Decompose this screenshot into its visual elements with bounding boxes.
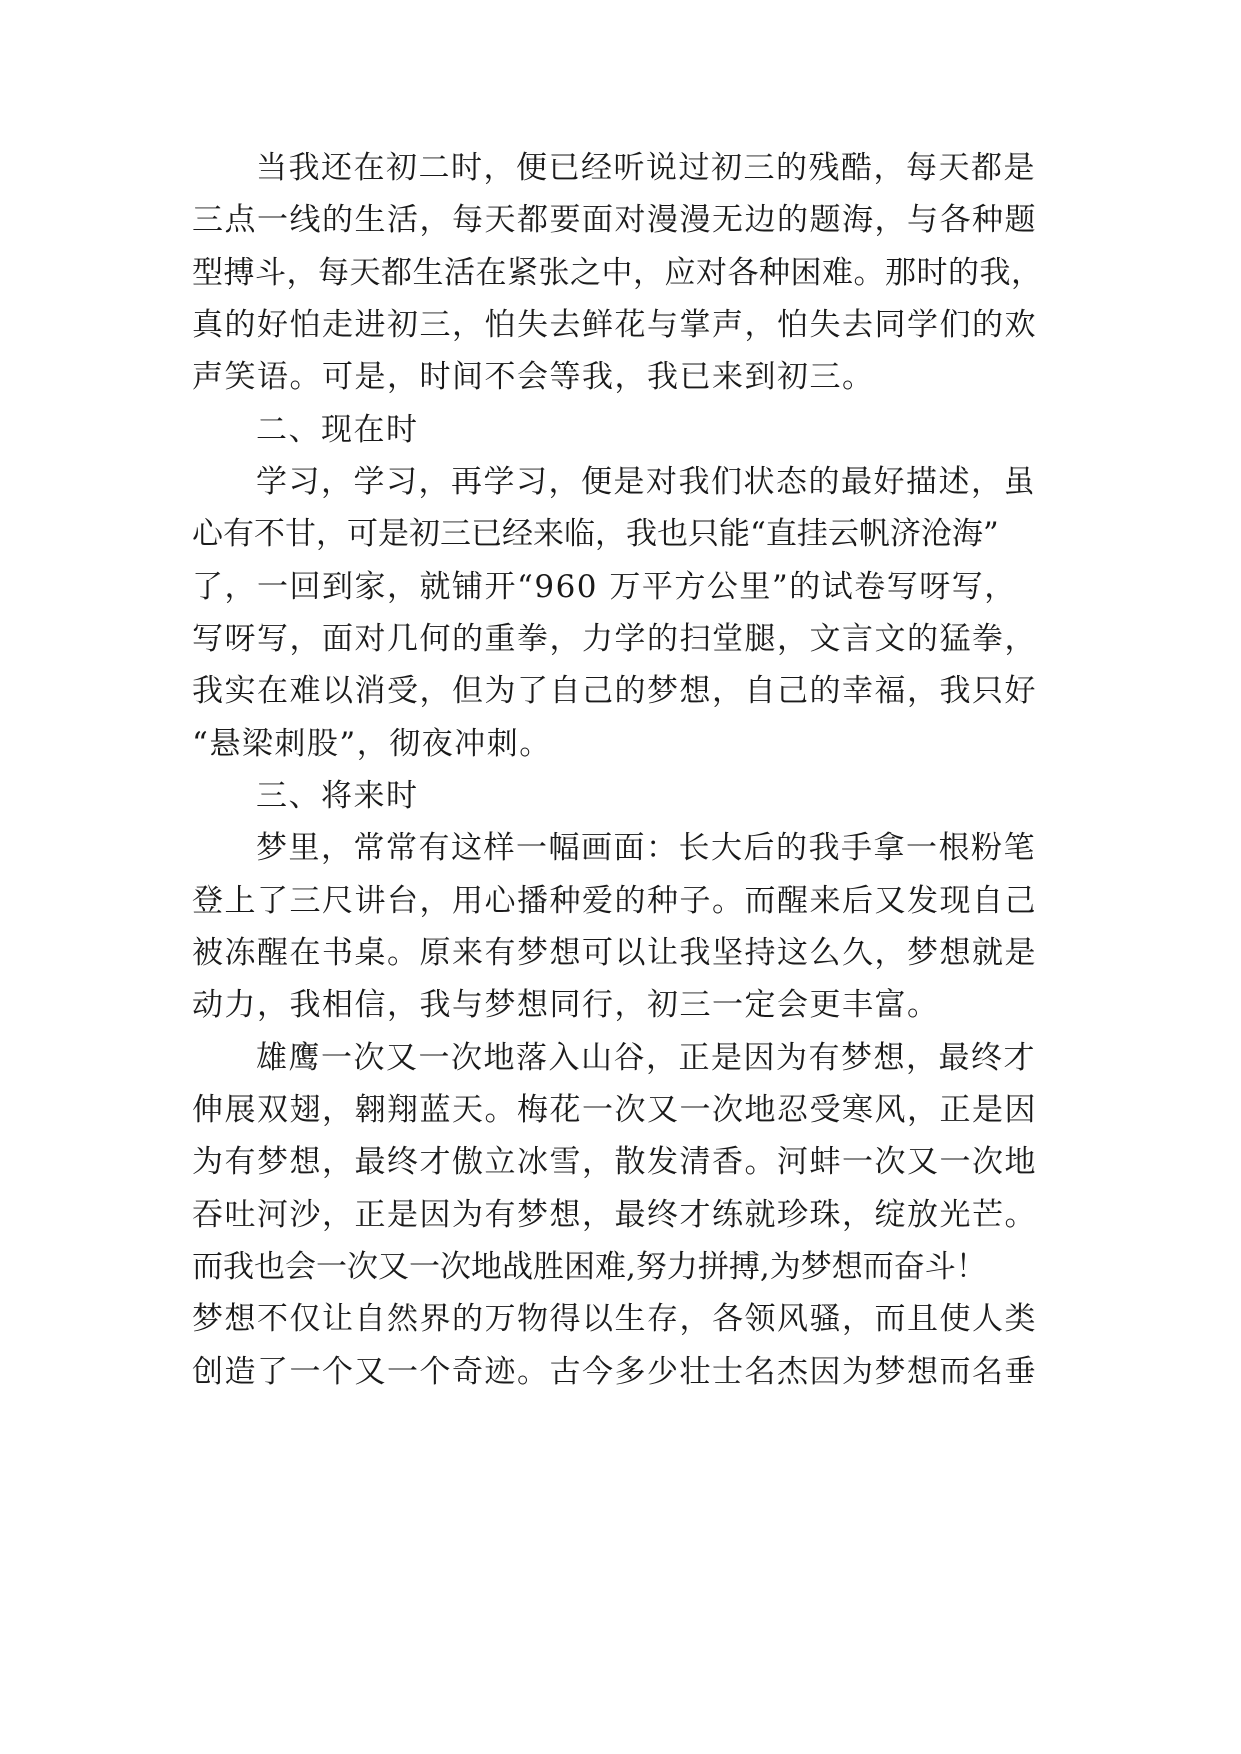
- text-line: 创造了一个又一个奇迹。古今多少壮士名杰因为梦想而名垂: [192, 1354, 1037, 1390]
- text-line: 三点一线的生活，每天都要面对漫漫无边的题海，与各种题: [192, 202, 1037, 238]
- text-line: 写呀写，面对几何的重拳，力学的扫堂腿，文言文的猛拳，: [192, 621, 1037, 657]
- text-line: 真的好怕走进初三，怕失去鲜花与掌声，怕失去同学们的欢: [192, 307, 1037, 343]
- text-line: 声笑语。可是，时间不会等我，我已来到初三。: [192, 359, 875, 395]
- text-line: 梦里，常常有这样一幅画面：长大后的我手拿一根粉笔: [256, 830, 1036, 866]
- text-line: 我实在难以消受，但为了自己的梦想，自己的幸福，我只好: [192, 673, 1037, 709]
- text-line: 动力，我相信，我与梦想同行，初三一定会更丰富。: [192, 987, 940, 1023]
- text-line: 为有梦想，最终才傲立冰雪，散发清香。河蚌一次又一次地: [192, 1144, 1037, 1180]
- text-line: 了，一回到家，就铺开“960 万平方公里”的试卷写呀写，: [192, 569, 1017, 605]
- text-line: “悬梁刺股”，彻夜冲刺。: [192, 726, 552, 762]
- text-line: 登上了三尺讲台，用心播种爱的种子。而醒来后又发现自己: [192, 883, 1037, 919]
- text-line: 吞吐河沙，正是因为有梦想，最终才练就珍珠，绽放光芒。: [192, 1197, 1037, 1233]
- text-line: 梦想不仅让自然界的万物得以生存，各领风骚，而且使人类: [192, 1301, 1037, 1337]
- text-line: 型搏斗，每天都生活在紧张之中，应对各种困难。那时的我，: [192, 255, 1043, 291]
- text-line: 学习，学习，再学习，便是对我们状态的最好描述，虽: [256, 464, 1036, 500]
- text-line: 当我还在初二时，便已经听说过初三的残酷，每天都是: [256, 150, 1036, 186]
- text-line: 被冻醒在书桌。原来有梦想可以让我坚持这么久，梦想就是: [192, 935, 1037, 971]
- section-heading: 二、现在时: [256, 412, 419, 448]
- text-line: 雄鹰一次又一次地落入山谷，正是因为有梦想，最终才: [256, 1040, 1036, 1076]
- text-line: 心有不甘，可是初三已经来临，我也只能“直挂云帆济沧海”: [192, 516, 999, 552]
- text-line: 而我也会一次又一次地战胜困难,努力拼搏,为梦想而奋斗！: [192, 1249, 987, 1285]
- text-line: 伸展双翅，翱翔蓝天。梅花一次又一次地忍受寒风，正是因: [192, 1092, 1037, 1128]
- section-heading: 三、将来时: [256, 778, 419, 814]
